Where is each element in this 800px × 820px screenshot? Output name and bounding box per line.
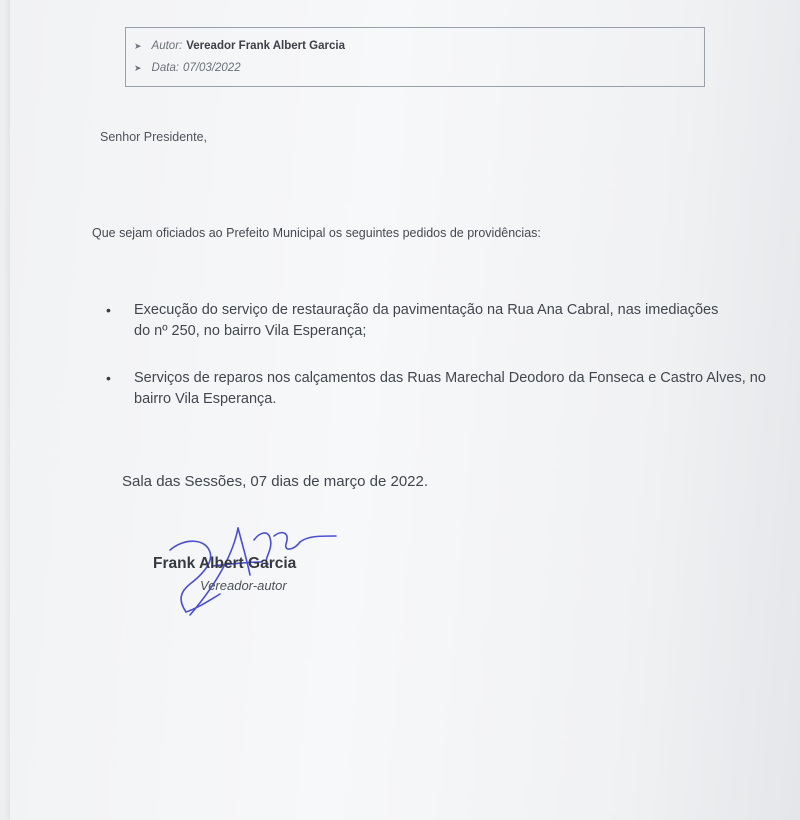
intro-paragraph: Que sejam oficiados ao Prefeito Municipal os seguintes pedidos de providências:	[92, 226, 541, 240]
metadata-box	[125, 27, 705, 87]
list-item	[102, 368, 774, 410]
list-item	[102, 300, 734, 342]
closing-line: Sala das Sessões, 07 dias de março de 2022.	[122, 473, 429, 490]
request-list	[102, 300, 774, 410]
document-page	[10, 0, 800, 820]
signatory-name: Frank Albert Garcia	[153, 555, 297, 572]
author-row: ➤ Autor: Vereador Frank Albert Garcia	[134, 40, 345, 52]
date-value: 07/03/2022	[183, 62, 241, 74]
greeting-text: Senhor Presidente,	[100, 130, 208, 144]
date-label: Data	[151, 62, 176, 74]
handwritten-signature	[150, 520, 370, 630]
author-value: Vereador Frank Albert Garcia	[186, 40, 345, 52]
list-item-text: Serviços de reparos nos calçamentos das Ruas Marechal Deodoro da Fonseca e Castro Alves, no bairro Vila Esperança.	[134, 370, 766, 407]
signature-block	[150, 520, 370, 630]
bullet-dot-icon: •	[106, 370, 111, 386]
author-label: Autor	[151, 40, 180, 52]
list-item-text: Execução do serviço de restauração da pavimentação na Rua Ana Cabral, nas imediações do nº 250, no bairro Vila Esperança;	[134, 302, 719, 339]
signatory-role: Vereador-autor	[200, 578, 287, 593]
arrow-bullet-icon: ➤	[134, 63, 142, 73]
arrow-bullet-icon: ➤	[134, 41, 142, 51]
date-row: ➤ Data: 07/03/2022	[134, 62, 241, 74]
bullet-dot-icon: •	[106, 302, 111, 318]
